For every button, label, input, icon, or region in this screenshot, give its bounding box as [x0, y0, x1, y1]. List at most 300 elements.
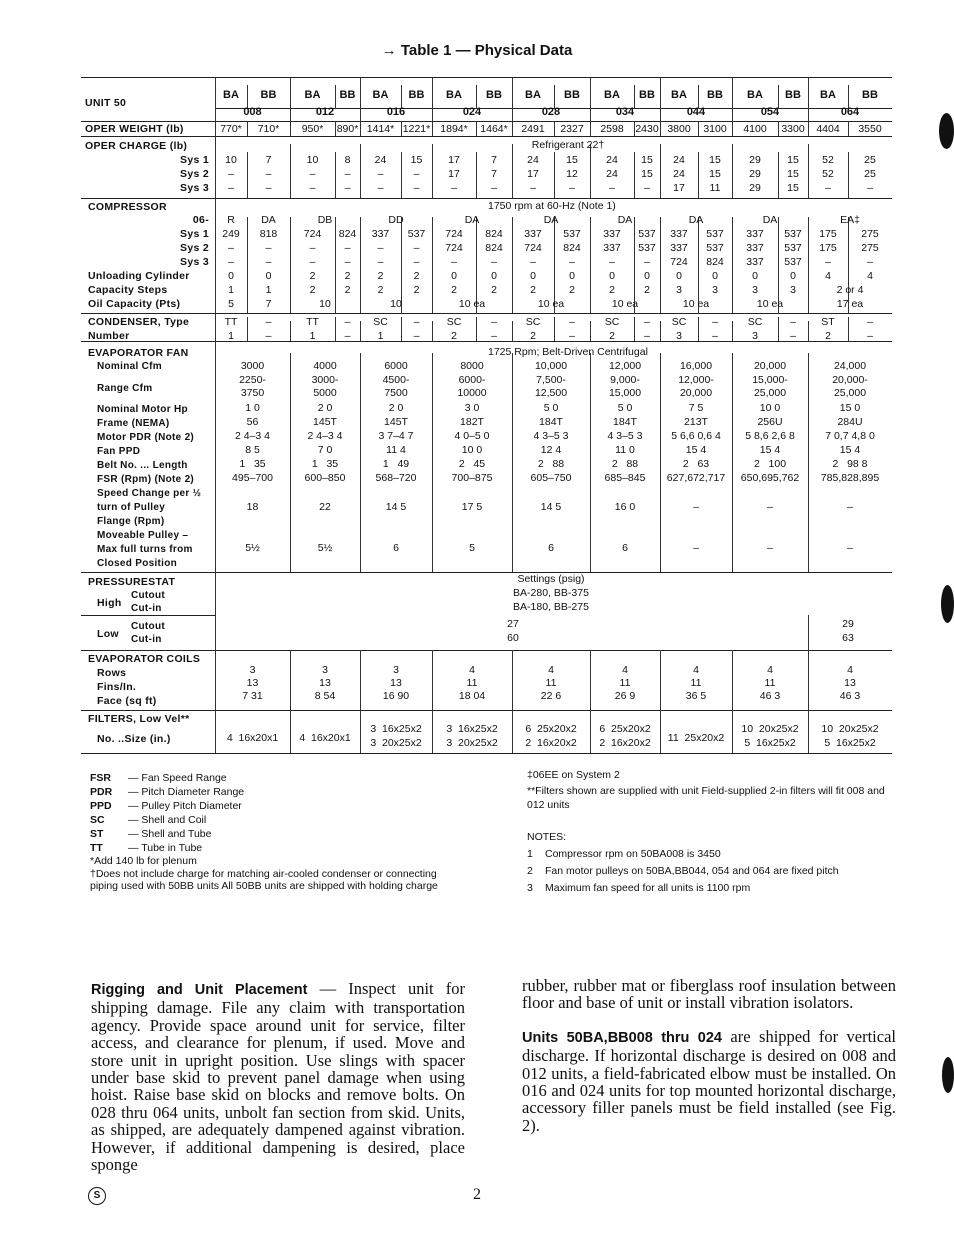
condenser-number: 1 — [377, 330, 384, 342]
system-label: Sys 3 — [180, 182, 209, 194]
range-cfm: 4500- — [382, 374, 410, 386]
system-label: Sys 1 — [180, 228, 209, 240]
fan-ppd: 15 4 — [685, 444, 707, 456]
model-series-bb: BB — [639, 89, 655, 101]
condenser-number: – — [265, 330, 272, 342]
nema-frame: 284U — [837, 416, 863, 428]
coil-fins: 11 — [545, 677, 557, 689]
charge-sys2: 15 — [641, 168, 653, 180]
coil-face-area: 46 3 — [839, 690, 861, 702]
condenser-number: 1 — [309, 330, 316, 342]
condenser-type: SC — [604, 316, 620, 328]
physical-data-table — [81, 77, 892, 753]
compressor-sys2: – — [228, 242, 234, 254]
charge-sys1: 24 — [527, 154, 539, 166]
compressor-sys3: – — [228, 256, 234, 268]
compressor-sys3: – — [309, 256, 316, 268]
oper-weight-value: 1464* — [480, 123, 508, 135]
range-cfm: 7500 — [384, 387, 408, 399]
speed-change: – — [693, 501, 699, 513]
page-number: 2 — [473, 1186, 481, 1203]
compressor-sys1: 824 — [485, 228, 503, 240]
fan-ppd: 15 4 — [759, 444, 781, 456]
charge-sys2: – — [344, 168, 351, 180]
capacity-steps: 2 — [530, 284, 536, 296]
condenser-type: – — [644, 316, 650, 328]
compressor-sys1: 537 — [638, 228, 656, 240]
coil-fins: 11 — [764, 677, 776, 689]
model-series-bb: BB — [707, 89, 723, 101]
compressor-sys3: – — [377, 256, 384, 268]
condenser-type: TT — [224, 316, 238, 328]
units-text: are shipped for vertical discharge. If horizontal discharge is desired on 008 and 012 units, a field-fabricated elbow must be installed. On 016 and 024 units for top mounted horizontal discharge, accessory filler panels must be field installed (see Fig. 2). — [522, 1026, 896, 1135]
charge-sys1: 24 — [606, 154, 618, 166]
condenser-type: – — [413, 316, 420, 328]
compressor-sys2: 537 — [638, 242, 656, 254]
coil-face-area: 16 90 — [382, 690, 410, 702]
compressor-sys3: – — [413, 256, 420, 268]
rule-line — [81, 136, 892, 137]
legend-abbreviation: TT — [90, 842, 103, 854]
compressor-sys3: – — [344, 256, 351, 268]
model-series-ba: BA — [820, 89, 836, 101]
speed-change: 18 — [246, 501, 259, 513]
note-text: Fan motor pulleys on 50BA,BB044, 054 and 064 are fixed pitch — [545, 865, 839, 877]
condenser-number: 2 — [609, 330, 615, 342]
oil-capacity: 10 — [319, 298, 331, 310]
note-number: 2 — [527, 865, 533, 877]
fan-ppd: 7 0 — [317, 444, 333, 456]
unloading-cylinder: 0 — [228, 270, 234, 282]
coil-row-label: Rows — [97, 667, 127, 679]
coil-fins: 11 — [619, 677, 631, 689]
condenser-number: – — [790, 330, 796, 342]
oil-capacity: 10 ea — [458, 298, 486, 310]
legend-definition: — Tube in Tube — [128, 842, 203, 854]
logo-icon: S — [88, 1187, 106, 1205]
filter-size: 3 16x25x2 — [370, 723, 422, 735]
motor-hp: 7 5 — [688, 402, 704, 414]
compressor-sys2: 337 — [746, 242, 764, 254]
condenser-type: – — [491, 316, 497, 328]
unloading-cylinder: 0 — [451, 270, 457, 282]
range-cfm: 3750 — [240, 387, 265, 399]
range-cfm: 7,500- — [536, 374, 566, 386]
unloading-cylinder: 0 — [790, 270, 796, 282]
max-full-turns: – — [847, 542, 853, 554]
charge-sys2: 15 — [787, 168, 799, 180]
units-heading: Units 50BA,BB008 thru 024 — [522, 1029, 722, 1046]
condenser-number: – — [413, 330, 420, 342]
range-cfm: 5000 — [313, 387, 337, 399]
unit-size-header: 016 — [386, 106, 406, 118]
coil-face-area: 36 5 — [685, 690, 707, 702]
condenser-number: 2 — [825, 330, 831, 342]
compressor-sys3: – — [825, 256, 831, 268]
legend-definition: — Pulley Pitch Diameter — [128, 800, 242, 812]
abbreviation-legend — [90, 771, 450, 893]
system-label: Sys 3 — [180, 256, 209, 268]
range-cfm: 12,000- — [678, 374, 714, 386]
compressor-sys3: – — [265, 256, 272, 268]
coil-rows: 4 — [693, 664, 699, 676]
oil-capacity: 10 ea — [611, 298, 639, 310]
unloading-cylinder: 0 — [265, 270, 272, 282]
model-series-ba: BA — [446, 89, 462, 101]
compressor-sys3: – — [530, 256, 536, 268]
capacity-steps: 1 — [265, 284, 272, 296]
compressor-sys1: 337 — [371, 228, 390, 240]
coil-fins: 11 — [690, 677, 702, 689]
coil-face-area: 7 31 — [242, 690, 263, 702]
capacity-steps: 2 — [569, 284, 575, 296]
oper-weight-value: 710* — [257, 123, 280, 135]
unloading-cylinder: 0 — [752, 270, 758, 282]
notes-heading: NOTES: — [527, 831, 567, 843]
evaporator-coils-label: EVAPORATOR COILS — [88, 653, 201, 665]
punch-hole-icon — [941, 585, 954, 623]
charge-sys3: – — [309, 182, 316, 194]
oil-capacity: 7 — [265, 298, 272, 310]
compressor-sys3: – — [569, 256, 575, 268]
coil-rows: 4 — [548, 664, 554, 676]
compressor-sys1: 537 — [706, 228, 724, 240]
condenser-number: – — [491, 330, 497, 342]
unit-size-header: 024 — [462, 106, 482, 118]
motor-hp: 2 0 — [317, 402, 333, 414]
unloading-cylinder: 2 — [377, 270, 384, 282]
nominal-cfm: 10,000 — [534, 360, 568, 372]
condenser-type: TT — [306, 316, 319, 328]
charge-sys3: – — [530, 182, 536, 194]
speed-change: 16 0 — [614, 501, 636, 513]
legend-definition: — Shell and Tube — [128, 828, 212, 840]
fan-speed-range: 700–875 — [451, 472, 493, 484]
fan-speed-range: 600–850 — [304, 472, 346, 484]
oper-weight-value: 2598 — [600, 123, 624, 135]
coil-fins: 13 — [246, 677, 259, 689]
coil-rows: 4 — [767, 664, 773, 676]
motor-hp: 3 0 — [464, 402, 480, 414]
unloading-cylinder: 0 — [491, 270, 497, 282]
note-number: 1 — [527, 848, 533, 860]
legend-entry — [90, 841, 450, 855]
filter-size: 3 20x25x2 — [370, 737, 422, 749]
compressor-sys1: 275 — [861, 228, 879, 240]
max-full-turns: 6 — [622, 542, 628, 554]
motor-hp: 5 0 — [543, 402, 559, 414]
condenser-type: SC — [525, 316, 541, 328]
charge-sys3: 11 — [709, 182, 721, 194]
high-label: High — [97, 597, 122, 609]
coil-rows: 4 — [847, 664, 853, 676]
note-text: Compressor rpm on 50BA008 is 3450 — [545, 848, 721, 860]
model-series-ba: BA — [604, 89, 620, 101]
note-number: 3 — [527, 882, 533, 894]
charge-sys3: – — [228, 182, 234, 194]
fan-ppd: 10 0 — [461, 444, 483, 456]
fan-row-label: FSR (Rpm) (Note 2) — [97, 474, 195, 485]
charge-sys2: 15 — [709, 168, 721, 180]
belt-length: 1 35 — [311, 458, 339, 470]
filter-size: 3 16x25x2 — [446, 723, 498, 735]
cutout-label: Cutout — [131, 621, 166, 632]
condenser-number: – — [867, 330, 873, 342]
capacity-steps: 2 — [451, 284, 457, 296]
condenser-number: 3 — [752, 330, 758, 342]
system-label: Sys 2 — [180, 168, 209, 180]
unit-size-header: 064 — [840, 106, 860, 118]
compressor-sys2: 824 — [485, 242, 503, 254]
range-cfm: 20,000 — [679, 387, 713, 399]
max-full-turns: 5 — [469, 542, 475, 554]
motor-pdr: 5 6,6 0,6 4 — [671, 430, 721, 442]
belt-length: 1 35 — [239, 458, 266, 470]
oper-weight-value: 3100 — [703, 123, 727, 135]
charge-sys2: 17 — [527, 168, 539, 180]
note-item — [527, 864, 897, 878]
compressor-sys1: 724 — [303, 228, 322, 240]
compressor-sys2: 537 — [706, 242, 724, 254]
filter-size: 6 25x20x2 — [525, 723, 577, 735]
nema-frame: 184T — [539, 416, 563, 428]
fan-speed-range: 568–720 — [375, 472, 417, 484]
range-cfm: 2250- — [239, 374, 266, 386]
fan-row-label: Max full turns from — [97, 544, 193, 555]
fan-row-label: Belt No. ... Length — [97, 460, 188, 471]
compressor-sys2: 724 — [445, 242, 463, 254]
compressor-model: DA — [762, 214, 778, 226]
unloading-cylinder-label: Unloading Cylinder — [88, 270, 190, 282]
oper-weight-value: 3300 — [781, 123, 805, 135]
range-cfm: 25,000 — [833, 387, 867, 399]
capacity-steps: 3 — [676, 284, 682, 296]
legend-definition: — Pitch Diameter Range — [128, 786, 245, 798]
oper-weight-value: 1221* — [402, 123, 431, 135]
fan-row-label: Frame (NEMA) — [97, 418, 170, 429]
belt-length: 2 45 — [458, 458, 486, 470]
oper-weight-value: 3800 — [667, 123, 691, 135]
nema-frame: 145T — [313, 416, 337, 428]
fan-row-label: Moveable Pulley – — [97, 530, 189, 541]
oil-capacity: 5 — [228, 298, 234, 310]
motor-pdr: 4 0–5 0 — [454, 430, 490, 442]
charge-sys3: – — [265, 182, 272, 194]
charge-sys2: 24 — [673, 168, 685, 180]
filter-size: 4 16x20x1 — [299, 732, 351, 744]
compressor-model: DB — [317, 214, 333, 226]
coil-rows: 4 — [622, 664, 628, 676]
belt-length: 2 100 — [753, 458, 787, 470]
max-full-turns: 5½ — [245, 542, 260, 554]
coil-face-area: 18 04 — [458, 690, 486, 702]
coil-rows: 3 — [393, 664, 399, 676]
compressor-model-label: 06- — [192, 214, 209, 226]
charge-sys1: 25 — [864, 154, 876, 166]
compressor-sys1: 337 — [524, 228, 542, 240]
compressor-sys1: 337 — [603, 228, 621, 240]
legend-entry — [90, 785, 450, 799]
motor-hp: 10 0 — [759, 402, 781, 414]
range-cfm: 6000- — [458, 374, 486, 386]
unloading-cylinder: 0 — [530, 270, 536, 282]
legend-definition: — Fan Speed Range — [128, 772, 227, 784]
filters-label: FILTERS, Low Vel** — [88, 713, 190, 725]
compressor-sys2: – — [344, 242, 351, 254]
legend-definition: — Shell and Coil — [128, 814, 207, 826]
capacity-steps: 2 or 4 — [836, 284, 864, 296]
coil-rows: 3 — [249, 664, 256, 676]
compressor-model: DA — [464, 214, 480, 226]
filter-size: 3 20x25x2 — [446, 737, 498, 749]
rule-line — [81, 198, 892, 199]
rule-line — [81, 615, 215, 616]
nema-frame: 145T — [384, 416, 408, 428]
compressor-sys3: – — [609, 256, 615, 268]
capacity-steps: 3 — [712, 284, 718, 296]
model-series-ba: BA — [671, 89, 687, 101]
fan-speed-range: 495–700 — [232, 472, 273, 484]
compressor-sys2: 537 — [784, 242, 802, 254]
unloading-cylinder: 0 — [644, 270, 650, 282]
unloading-cylinder: 0 — [569, 270, 575, 282]
system-label: Sys 2 — [180, 242, 209, 254]
charge-sys3: – — [491, 182, 497, 194]
fan-row-label: Motor PDR (Note 2) — [97, 432, 195, 443]
model-series-bb: BB — [260, 89, 277, 101]
motor-pdr: 2 4–3 4 — [234, 430, 271, 442]
nominal-cfm: 16,000 — [679, 360, 713, 372]
speed-change: – — [767, 501, 773, 513]
capacity-steps: 2 — [644, 284, 650, 296]
high-cutout-value: BA-280, BB-375 — [513, 587, 589, 599]
capacity-steps: 2 — [609, 284, 615, 296]
motor-pdr: 4 3–5 3 — [533, 430, 569, 442]
charge-sys2: 12 — [566, 168, 578, 180]
pressurestat-label: PRESSURESTAT — [88, 576, 176, 588]
fan-speed-range: 627,672,717 — [666, 472, 726, 484]
oper-weight-value: 2491 — [521, 123, 545, 135]
unloading-cylinder: 4 — [825, 270, 831, 282]
capacity-steps: 3 — [790, 284, 796, 296]
coil-fins: 11 — [466, 677, 478, 689]
compressor-sys2: – — [413, 242, 420, 254]
condenser-number: 2 — [530, 330, 536, 342]
unloading-cylinder: 0 — [676, 270, 682, 282]
nominal-cfm: 24,000 — [833, 360, 867, 372]
filter-size: 10 20x25x2 — [821, 723, 879, 735]
charge-sys2: – — [377, 168, 384, 180]
condenser-number: – — [712, 330, 718, 342]
legend-entry — [90, 799, 450, 813]
model-series-bb: BB — [785, 89, 801, 101]
compressor-rpm-note: 1750 rpm at 60-Hz (Note 1) — [488, 200, 616, 212]
charge-sys1: 24 — [374, 154, 387, 166]
legend-entry — [90, 827, 450, 841]
oil-capacity: 10 — [390, 298, 402, 310]
rule-line — [81, 650, 892, 651]
fan-row-label: Flange (Rpm) — [97, 516, 165, 527]
fan-ppd: 8 5 — [245, 444, 260, 456]
model-series-bb: BB — [862, 89, 878, 101]
unloading-cylinder: 0 — [712, 270, 718, 282]
charge-sys1: 15 — [410, 154, 423, 166]
compressor-model: DD — [388, 214, 404, 226]
rule-line — [81, 753, 892, 754]
speed-change: 22 — [319, 501, 331, 513]
compressor-sys2: 824 — [563, 242, 581, 254]
coil-rows: 3 — [322, 664, 328, 676]
nema-frame: 213T — [684, 416, 708, 428]
body-column-left — [91, 980, 465, 1173]
charge-sys2: 17 — [448, 168, 460, 180]
system-label: Sys 1 — [180, 154, 209, 166]
charge-sys1: 15 — [787, 154, 799, 166]
body-column-right — [522, 977, 896, 1134]
oper-weight-value: 950* — [301, 123, 324, 135]
motor-hp: 2 0 — [388, 402, 404, 414]
fan-drive-note: 1725 Rpm; Belt-Driven Centrifugal — [488, 346, 648, 358]
oper-weight-value: 3550 — [858, 123, 882, 135]
compressor-sys1: 175 — [819, 228, 837, 240]
compressor-sys3: – — [867, 256, 873, 268]
belt-length: 2 63 — [682, 458, 710, 470]
charge-sys1: 7 — [491, 154, 497, 166]
fan-row-label: Speed Change per ½ — [97, 488, 202, 499]
oper-weight-value: 890* — [336, 123, 359, 135]
low-label: Low — [97, 628, 119, 640]
legend-entry — [90, 813, 450, 827]
fan-speed-range: 605–750 — [530, 472, 572, 484]
compressor-sys3: 337 — [746, 256, 764, 268]
charge-sys1: 7 — [265, 154, 272, 166]
condenser-number: 3 — [676, 330, 682, 342]
evaporator-fan-label: EVAPORATOR FAN — [88, 347, 189, 359]
note-item — [527, 847, 897, 861]
charge-sys1: 52 — [822, 154, 834, 166]
motor-hp: 5 0 — [617, 402, 633, 414]
notes-block — [527, 768, 897, 895]
model-series-ba: BA — [304, 89, 321, 101]
legend-abbreviation: PPD — [90, 800, 112, 812]
charge-sys2: – — [413, 168, 420, 180]
nema-frame: 256U — [757, 416, 783, 428]
condenser-type: SC — [373, 316, 388, 328]
cutin-label: Cut-in — [131, 603, 162, 614]
page-title: → Table 1 — Physical Data — [381, 42, 573, 59]
filter-size: 10 20x25x2 — [741, 723, 799, 735]
oper-weight-value: 4404 — [816, 123, 840, 135]
compressor-model: DA — [261, 214, 276, 226]
legend-abbreviation: SC — [90, 814, 105, 826]
oil-capacity: 10 ea — [756, 298, 784, 310]
range-cfm: 3000- — [311, 374, 339, 386]
speed-change: 14 5 — [385, 501, 407, 513]
charge-sys1: 8 — [344, 154, 351, 166]
capacity-steps: 2 — [377, 284, 384, 296]
coil-fins: 13 — [844, 677, 856, 689]
unloading-cylinder: 2 — [413, 270, 420, 282]
motor-hp: 1 0 — [245, 402, 260, 414]
coil-row-label: Fins/In. — [97, 681, 137, 693]
rigging-text: — Inspect unit for shipping damage. File any claim with transportation agency. Provide space around unit for service, filter access, and clearance for plenum, if used. Move and store unit in upright position. Use slings with spacer under base skid to prevent panel damage when using hoist. Raise base skid on blocks and remove bolts. On 028 thru 064 units, unbolt fan section from skid. Units, as shipped, are adequately dampened against vibration. However, if additional dampening is desired, place sponge — [91, 979, 465, 1175]
condenser-type: – — [790, 316, 796, 328]
coil-face-area: 26 9 — [614, 690, 636, 702]
nominal-cfm: 3000 — [240, 360, 265, 372]
max-full-turns: 5½ — [317, 542, 333, 554]
charge-sys3: – — [377, 182, 384, 194]
high-cutin-value: BA-180, BB-275 — [513, 601, 589, 613]
